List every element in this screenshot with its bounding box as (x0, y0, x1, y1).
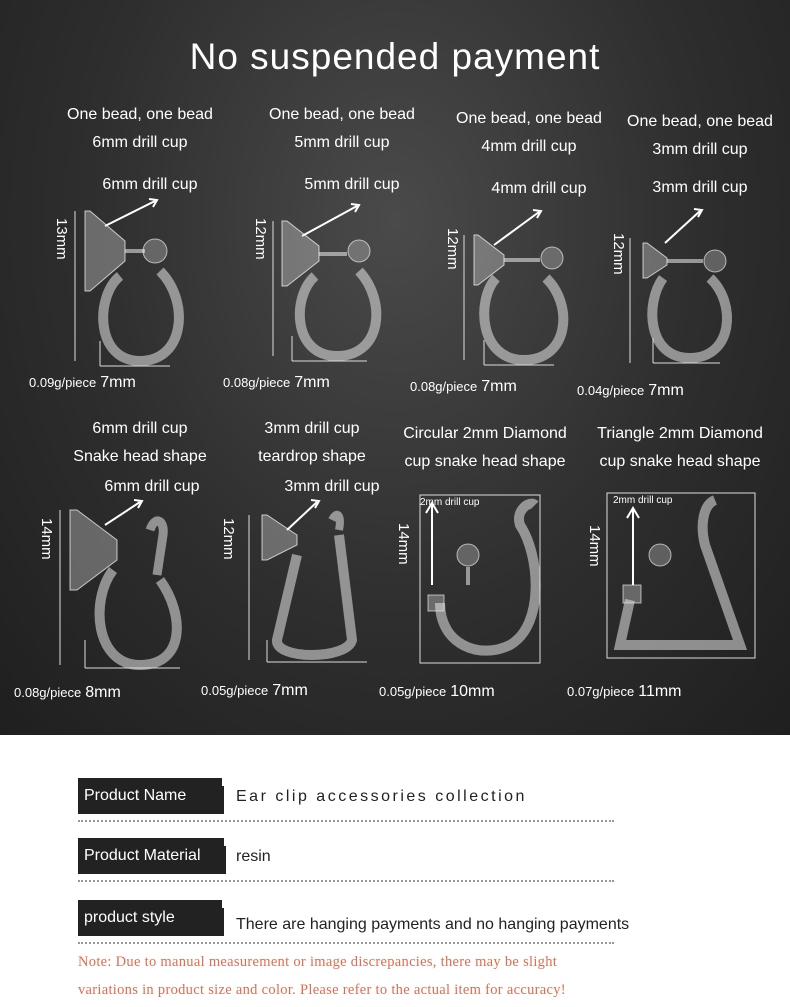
weight-label: 0.08g/piece (223, 375, 291, 390)
product-item-6 (201, 420, 407, 720)
spec-value: There are hanging payments and no hanging payments (236, 916, 630, 933)
width-label: 7mm (648, 382, 684, 399)
item-subname: cup snake head shape (599, 453, 761, 470)
ear-clip-drawing (434, 200, 624, 380)
spec-line (567, 683, 682, 701)
item-subname: 4mm drill cup (481, 138, 577, 155)
spec-line (577, 382, 684, 400)
width-label: 7mm (272, 682, 308, 699)
spec-value: Ear clip accessories collection (236, 788, 527, 805)
height-label: 14mm (586, 525, 603, 567)
weight-label: 0.05g/piece (379, 684, 447, 699)
spec-value: resin (236, 848, 271, 865)
item-name: One bead, one bead (269, 106, 415, 123)
weight-label: 0.09g/piece (29, 375, 97, 390)
cup-callout: 2mm drill cup (420, 497, 480, 508)
page-title: No suspended payment (189, 36, 601, 77)
item-subname: teardrop shape (258, 448, 366, 465)
spec-line (29, 374, 136, 392)
item-subname: cup snake head shape (404, 453, 566, 470)
spec-label: Product Material (78, 838, 224, 874)
spec-line (410, 378, 517, 396)
weight-label: 0.08g/piece (14, 685, 82, 700)
spec-line (223, 374, 330, 392)
product-item-4 (577, 113, 790, 413)
cup-callout: 3mm drill cup (652, 179, 748, 196)
item-name: 6mm drill cup (92, 420, 188, 437)
width-label: 10mm (450, 683, 495, 700)
ear-clip-drawing (247, 196, 437, 376)
spec-line (201, 682, 308, 700)
cup-callout: 3mm drill cup (284, 478, 380, 495)
height-label: 14mm (395, 523, 412, 565)
spec-label: Product Name (78, 778, 222, 814)
ear-clip-drawing (217, 490, 407, 670)
width-label: 7mm (481, 378, 517, 395)
dotted-divider (78, 880, 614, 882)
product-item-5 (14, 420, 235, 720)
ear-clip-drawing (585, 485, 775, 665)
height-label: 14mm (38, 518, 55, 560)
cup-callout: 4mm drill cup (491, 180, 587, 197)
item-name: One bead, one bead (456, 110, 602, 127)
product-item-7 (379, 425, 580, 725)
cup-callout: 6mm drill cup (102, 176, 198, 193)
weight-label: 0.04g/piece (577, 383, 645, 398)
item-name: One bead, one bead (67, 106, 213, 123)
item-subname: 6mm drill cup (92, 134, 188, 151)
ear-clip-drawing (45, 196, 235, 376)
item-subname: Snake head shape (73, 448, 207, 465)
item-name: One bead, one bead (627, 113, 773, 130)
divider (222, 908, 224, 936)
item-subname: 3mm drill cup (652, 141, 748, 158)
width-label: 11mm (638, 683, 682, 700)
ear-clip-drawing (390, 485, 580, 665)
height-label: 12mm (252, 218, 269, 260)
height-label: 12mm (220, 518, 237, 560)
height-label: 12mm (444, 228, 461, 270)
dotted-divider (78, 820, 614, 822)
note-line-1: Note: Due to manual measurement or image discrepancies, there may be slight (78, 954, 558, 970)
weight-label: 0.07g/piece (567, 684, 635, 699)
height-label: 12mm (610, 233, 627, 275)
product-item-2 (223, 106, 437, 406)
item-subname: 5mm drill cup (294, 134, 390, 151)
product-item-3 (410, 110, 624, 410)
spec-line (379, 683, 495, 701)
item-name: Circular 2mm Diamond (403, 425, 567, 442)
product-item-8 (567, 425, 775, 725)
cup-callout: 5mm drill cup (304, 176, 400, 193)
divider (222, 786, 224, 814)
cup-callout: 6mm drill cup (104, 478, 200, 495)
weight-label: 0.05g/piece (201, 683, 269, 698)
item-name: 3mm drill cup (264, 420, 360, 437)
width-label: 8mm (85, 684, 121, 701)
weight-label: 0.08g/piece (410, 379, 478, 394)
dotted-divider (78, 942, 614, 944)
product-item-1 (29, 106, 235, 406)
spec-line (14, 684, 121, 702)
item-name: Triangle 2mm Diamond (597, 425, 763, 442)
spec-label: product style (78, 900, 222, 936)
divider (224, 846, 226, 874)
ear-clip-drawing (605, 203, 790, 383)
width-label: 7mm (294, 374, 330, 391)
ear-clip-drawing (45, 490, 235, 670)
width-label: 7mm (100, 374, 136, 391)
height-label: 13mm (53, 218, 70, 260)
note-line-2: variations in product size and color. Please refer to the actual item for accuracy! (78, 982, 566, 998)
cup-callout: 2mm drill cup (613, 495, 673, 506)
